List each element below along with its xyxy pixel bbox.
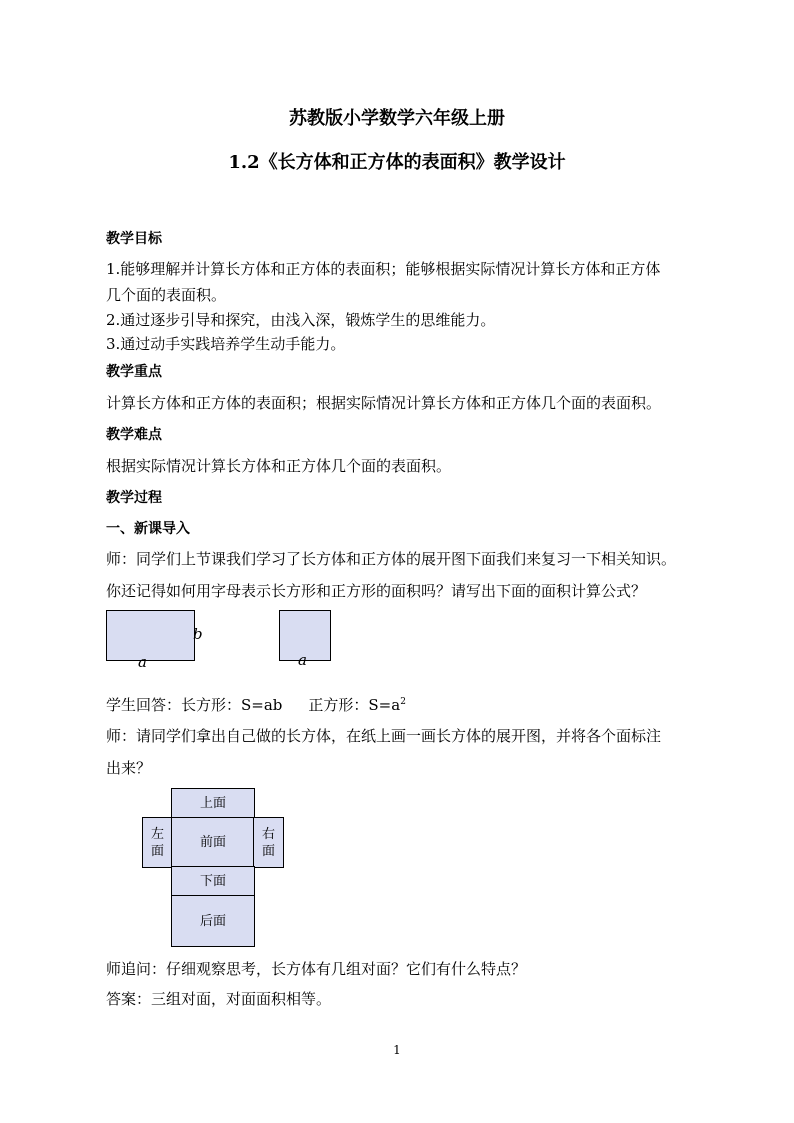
- objective-1-line-2: 几个面的表面积。: [106, 286, 227, 304]
- objective-3: 3.通过动手实践培养学生动手能力。: [106, 335, 346, 353]
- document-subtitle: 1.2《长方体和正方体的表面积》教学设计: [228, 152, 566, 173]
- answer-rectangle-formula: 学生回答：长方形：S=ab: [106, 696, 283, 714]
- rectangle-label-a: a: [138, 653, 147, 671]
- net-face-top: 上面: [171, 788, 255, 818]
- difficulties-heading: 教学难点: [106, 427, 162, 443]
- answer-2: 答案：三组对面，对面面积相等。: [106, 990, 332, 1008]
- teacher-follow-up-question: 师追问：仔细观察思考，长方体有几组对面？它们有什么特点？: [106, 960, 527, 978]
- teacher-paragraph-2-line-2: 出来？: [106, 759, 152, 777]
- net-face-front: 前面: [171, 817, 255, 868]
- process-heading: 教学过程: [106, 490, 162, 506]
- student-answer-1: [106, 694, 406, 715]
- answer-square-exponent: 2: [400, 697, 406, 707]
- net-face-back: 后面: [171, 895, 255, 947]
- net-face-bottom: 下面: [171, 866, 255, 897]
- objective-1-line-1: 1.能够理解并计算长方体和正方体的表面积；能够根据实际情况计算长方体和正方体: [106, 260, 661, 278]
- objectives-heading: 教学目标: [106, 231, 162, 247]
- page-number: 1: [393, 1043, 401, 1057]
- net-face-right: 右 面: [253, 817, 284, 868]
- answer-square-formula: 正方形：S=a: [308, 696, 401, 714]
- square-label-a: a: [298, 651, 307, 669]
- teacher-paragraph-1-line-2: 你还记得如何用字母表示长方形和正方形的面积吗？请写出下面的面积计算公式？: [106, 582, 647, 600]
- section-1-heading: 一、新课导入: [106, 521, 190, 537]
- rectangle-label-b: b: [193, 625, 203, 643]
- teacher-paragraph-1-line-1: 师：同学们上节课我们学习了长方体和正方体的展开图下面我们来复习一下相关知识。: [106, 550, 677, 568]
- teacher-paragraph-2-line-1: 师：请同学们拿出自己做的长方体，在纸上画一画长方体的展开图，并将各个面标注: [106, 727, 662, 745]
- document-title: 苏教版小学数学六年级上册: [289, 108, 505, 129]
- rectangle-figure: [106, 610, 195, 661]
- keypoints-heading: 教学重点: [106, 364, 162, 380]
- objective-2: 2.通过逐步引导和探究，由浅入深，锻炼学生的思维能力。: [106, 311, 496, 329]
- net-face-left: 左 面: [142, 817, 173, 868]
- difficulties-text: 根据实际情况计算长方体和正方体几个面的表面积。: [106, 457, 452, 475]
- keypoints-text: 计算长方体和正方体的表面积；根据实际情况计算长方体和正方体几个面的表面积。: [106, 394, 662, 412]
